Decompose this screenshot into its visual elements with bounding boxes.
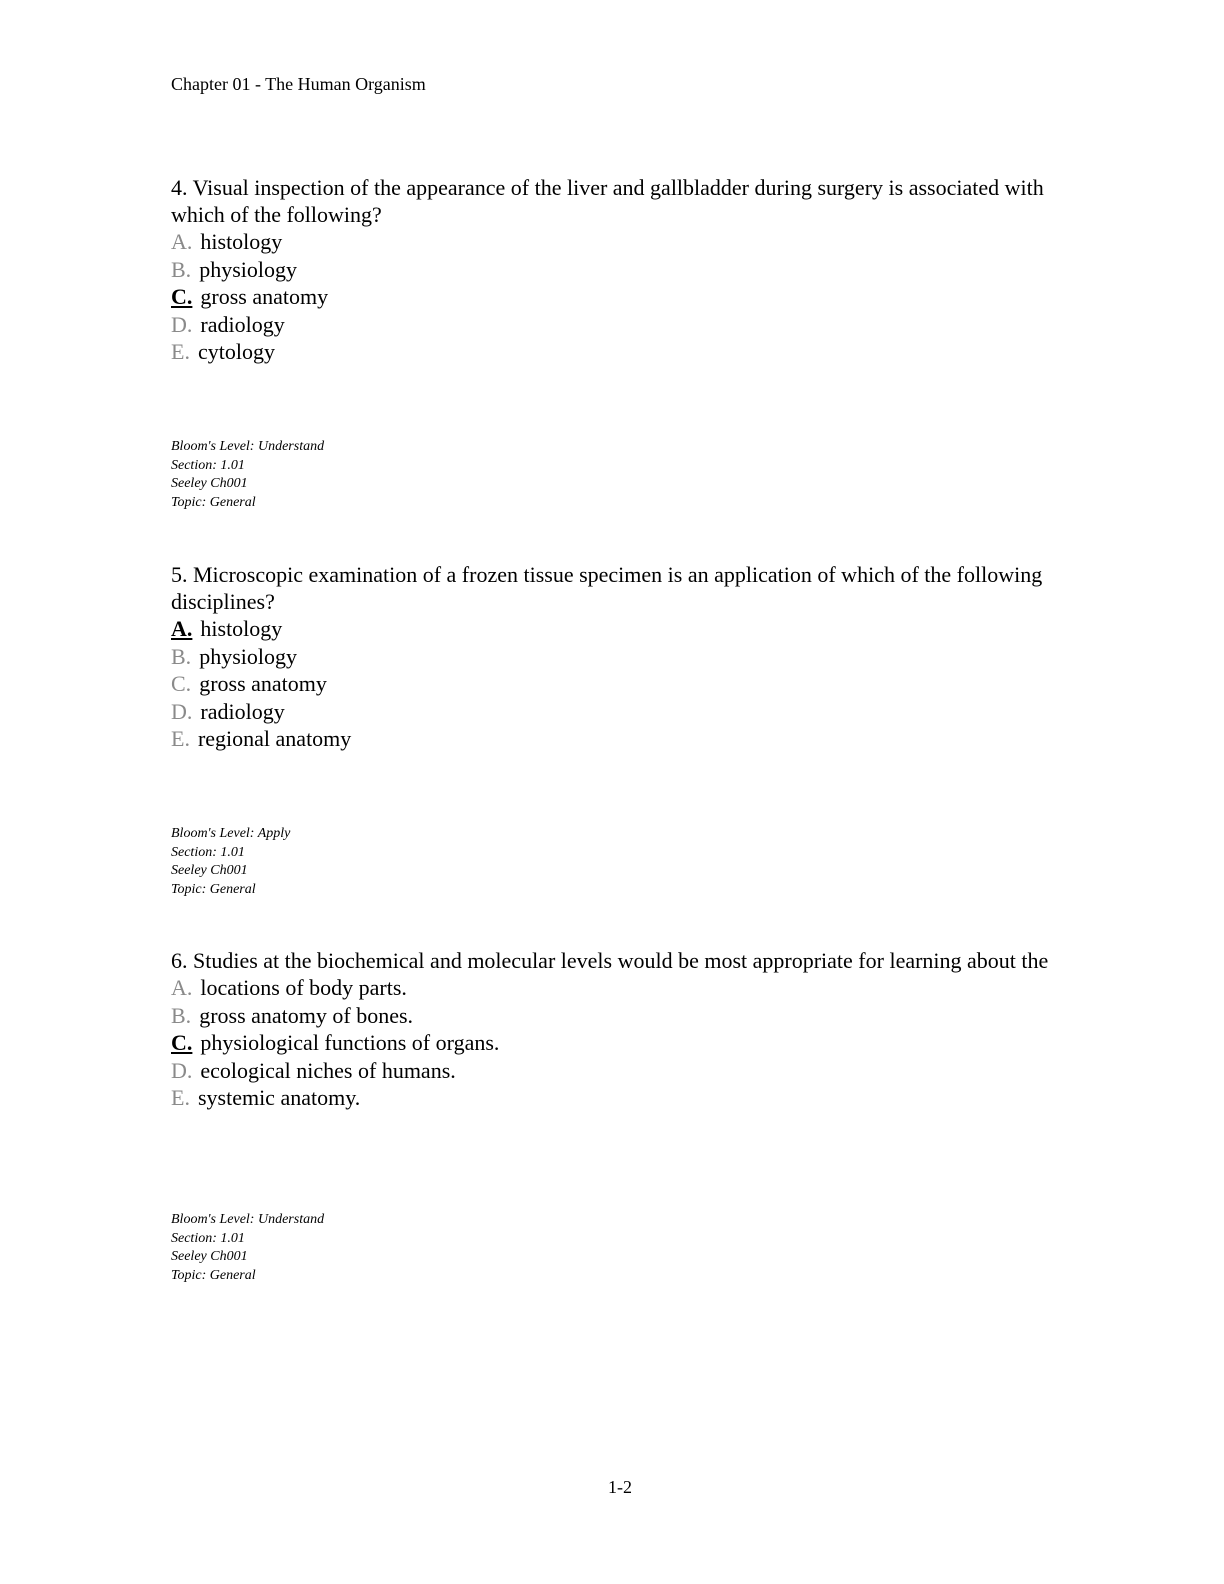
question-stem: 5. Microscopic examination of a frozen tissue specimen is an application of which of the following disciplines? xyxy=(171,562,1043,614)
answer-option-b xyxy=(171,1002,1051,1030)
option-letter: A. xyxy=(171,975,193,1000)
question-4 xyxy=(171,174,1051,366)
option-text: ecological niches of humans. xyxy=(200,1057,456,1083)
option-letter: E. xyxy=(171,1085,190,1110)
option-text: physiology xyxy=(199,643,297,669)
option-letter: B. xyxy=(171,256,192,282)
source-reference: Seeley Ch001 xyxy=(171,1249,248,1264)
answer-option-a xyxy=(171,974,1051,1002)
answer-option-d xyxy=(171,698,1051,726)
option-text: physiology xyxy=(199,256,297,282)
answer-option-a xyxy=(171,228,1051,256)
question-stem: 6. Studies at the biochemical and molecular levels would be most appropriate for learning about the xyxy=(171,948,1049,973)
option-text: locations of body parts. xyxy=(200,975,407,1000)
answer-option-b xyxy=(171,643,1051,671)
option-text: physiological functions of organs. xyxy=(200,1030,500,1055)
answer-options xyxy=(171,228,1051,366)
answer-option-e xyxy=(171,1084,1051,1112)
page-header: Chapter 01 - The Human Organism xyxy=(171,74,426,94)
answer-option-e xyxy=(171,725,1051,753)
option-letter: B. xyxy=(171,643,192,669)
option-letter: D. xyxy=(171,311,193,337)
topic: Topic: General xyxy=(171,881,256,897)
answer-option-a xyxy=(171,615,1051,643)
answer-option-d xyxy=(171,1057,1051,1085)
blooms-level: Bloom's Level: Understand xyxy=(171,439,325,454)
page-number: 1-2 xyxy=(608,1477,632,1497)
option-text: radiology xyxy=(200,698,285,724)
answer-options xyxy=(171,974,1051,1112)
question-metadata xyxy=(171,825,290,899)
source-reference: Seeley Ch001 xyxy=(171,863,248,878)
topic: Topic: General xyxy=(171,494,256,510)
question-metadata xyxy=(171,1211,324,1285)
option-text: gross anatomy xyxy=(199,671,327,696)
option-letter: B. xyxy=(171,1002,192,1028)
option-text: gross anatomy of bones. xyxy=(199,1002,414,1028)
answer-option-c xyxy=(171,283,1051,311)
option-letter: A. xyxy=(171,616,193,641)
answer-option-c xyxy=(171,670,1051,698)
option-text: systemic anatomy. xyxy=(197,1085,361,1110)
answer-option-e xyxy=(171,338,1051,366)
blooms-level: Bloom's Level: Understand xyxy=(171,1212,325,1227)
option-letter: E. xyxy=(171,339,190,364)
answer-option-b xyxy=(171,256,1051,284)
answer-option-c xyxy=(171,1029,1051,1057)
topic: Topic: General xyxy=(171,1267,256,1283)
option-text: histology xyxy=(200,229,283,254)
option-letter: C. xyxy=(171,284,193,309)
question-stem: 4. Visual inspection of the appearance of the liver and gallbladder during surgery is associated with which of the following? xyxy=(171,175,1044,227)
section-number: Section: 1.01 xyxy=(171,844,245,860)
option-letter: D. xyxy=(171,698,193,724)
option-text: radiology xyxy=(200,311,285,337)
option-letter: E. xyxy=(171,726,190,751)
source-reference: Seeley Ch001 xyxy=(171,476,248,491)
option-text: gross anatomy xyxy=(200,284,329,309)
question-5 xyxy=(171,561,1051,753)
question-metadata xyxy=(171,438,324,512)
section-number: Section: 1.01 xyxy=(171,1230,245,1246)
answer-option-d xyxy=(171,311,1051,339)
answer-options xyxy=(171,615,1051,753)
question-6 xyxy=(171,947,1051,1112)
section-number: Section: 1.01 xyxy=(171,457,245,473)
option-letter: C. xyxy=(171,671,192,696)
option-text: cytology xyxy=(197,339,275,364)
blooms-level: Bloom's Level: Apply xyxy=(171,826,291,841)
option-text: histology xyxy=(200,616,283,641)
option-letter: A. xyxy=(171,229,193,254)
option-letter: D. xyxy=(171,1057,193,1083)
option-letter: C. xyxy=(171,1030,193,1055)
option-text: regional anatomy xyxy=(197,726,352,751)
